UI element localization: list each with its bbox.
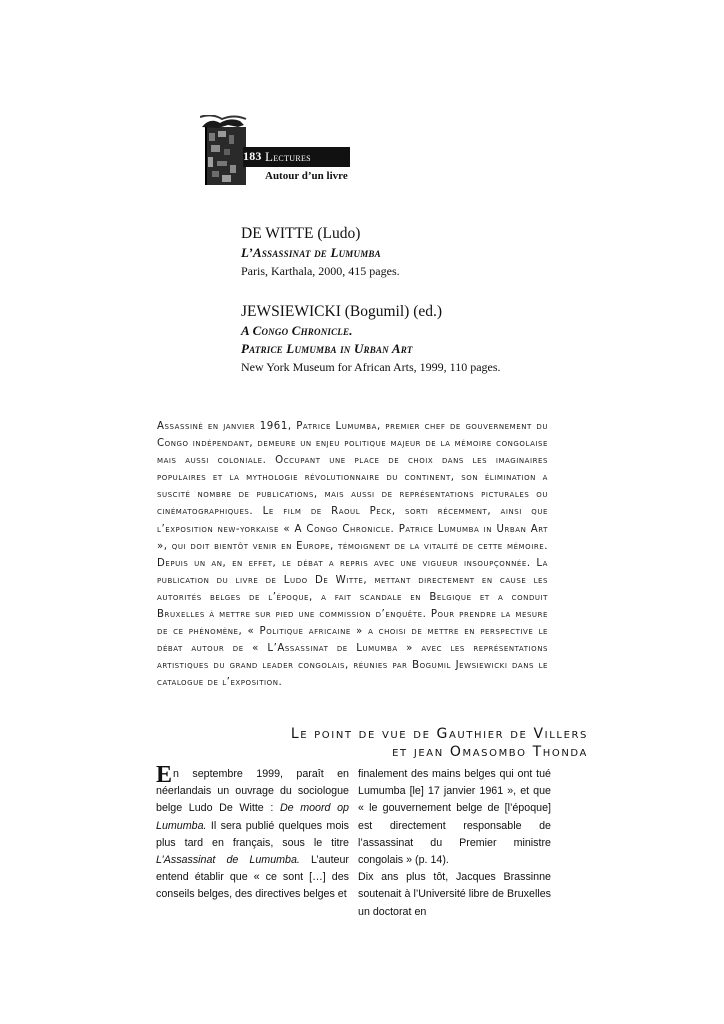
section-heading	[291, 725, 588, 761]
body-text: n septembre 1999, paraît en néerlandais un ouvrage du sociologue belge Ludo De Witte :	[156, 768, 349, 815]
body-text: L’auteur entend établir que « ce sont […] des conseils belges, des directives belges et	[156, 854, 349, 901]
abstract-text: Assassiné en janvier 1961, Patrice Lumumba, premier chef de gouvernement du Congo indépendant, demeure un enjeu politique majeur de la mémoire congolaise mais aussi coloniale. Occupant une place de choix dans les imaginaires populaires et la mythologie révolutionnaire du continent, son élimination a suscité nombre de publications, mais aussi de représentations picturales ou cinématographiques. Le film de Raoul Peck, sorti récemment, ainsi que l’exposition new-yorkaise « A Congo Chronicle. Patrice Lumumba in Urban Art », qui doit bientôt venir en Europe, témoignent de la vitalité de cette mémoire. Depuis un an, en effet, le débat a repris avec une vigueur insoupçonnée. La publication du livre de Ludo De Witte, mettant directement en cause les autorités belges de l’époque, a fait scandale en Belgique et a conduit Bruxelles à mettre sur pied une commission d’enquête. Pour prendre la mesure de ce phénomène, « Politique africaine » a choisi de mettre en perspective le débat autour de « L’Assassinat de Lumumba » avec les représentations artistiques du grand leader congolais, réunies par Bogumil Jewsiewicki dans le catalogue de l’exposition.	[157, 421, 548, 689]
book-publication: New York Museum for African Arts, 1999, 110 pages.	[241, 360, 501, 374]
book-title: L’Assassinat de Lumumba	[241, 245, 381, 260]
body-paragraph: finalement des mains belges qui ont tué Lumumba [le] 17 janvier 1961 », et que « le gouvernement belge de [l’époque] est directement responsable de l’assassinat du Premier ministre congolais » (p. 14).	[358, 768, 551, 867]
book-publication: Paris, Karthala, 2000, 415 pages.	[241, 264, 400, 278]
journal-logo-figure-icon	[200, 115, 248, 187]
book-title-french: L’Assassinat de Lumumba.	[156, 854, 300, 867]
abstract	[157, 418, 548, 692]
body-column-2	[358, 766, 551, 921]
body-column-1	[156, 762, 349, 904]
subsection-label: Autour d’un livre	[265, 170, 348, 182]
section-label: Lectures	[265, 149, 311, 164]
book-title-dutch: De moord op Lumumba.	[156, 802, 349, 832]
book-title-line-1: A Congo Chronicle.	[241, 323, 353, 338]
drop-cap: E	[156, 762, 173, 788]
book-author: JEWSIEWICKI (Bogumil) (ed.)	[241, 303, 443, 320]
body-paragraph	[156, 762, 349, 904]
body-text: Il sera publié quelques mois plus tard en français, sous le titre	[156, 819, 349, 849]
body-paragraph: Dix ans plus tôt, Jacques Brassinne soutenait à l’Université libre de Bruxelles un doctorat en	[358, 871, 551, 918]
section-heading-line-2: et jean Omasombo Thonda	[392, 744, 588, 760]
book-title-line-2: Patrice Lumumba in Urban Art	[241, 341, 413, 356]
book-reference-2	[241, 302, 501, 376]
book-author: DE WITTE (Ludo)	[241, 225, 361, 242]
book-reference-1	[241, 224, 400, 280]
page-number: 183	[243, 149, 262, 163]
section-heading-line-1: Le point de vue de Gauthier de Villers	[290, 726, 588, 742]
